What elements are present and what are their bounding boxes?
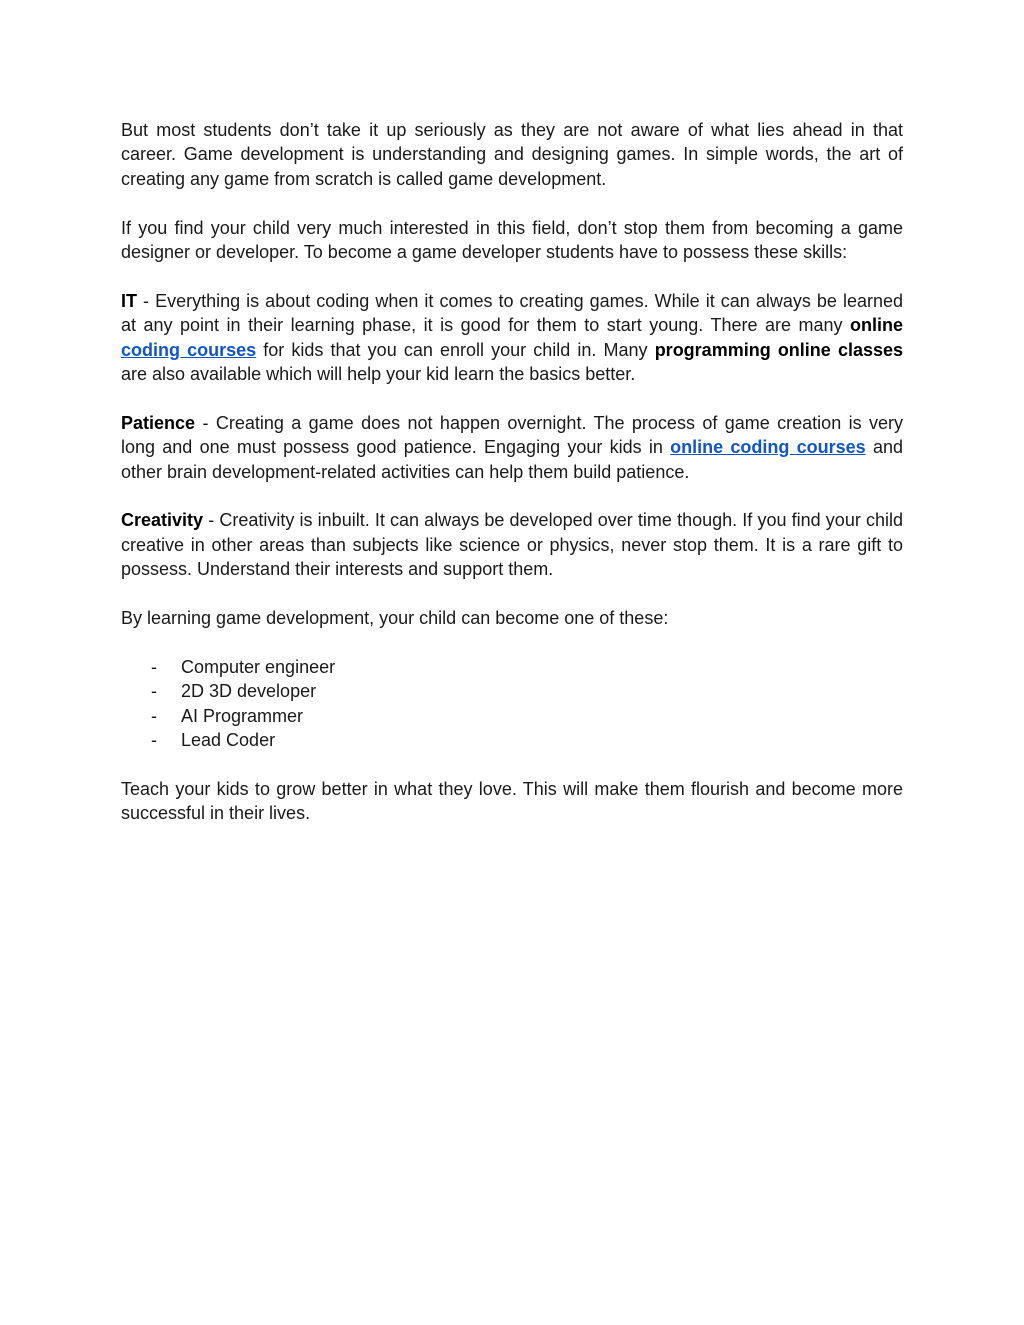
closing-paragraph: Teach your kids to grow better in what they love. This will make them flourish and become more successful in their lives. [121, 778, 903, 824]
document-page [121, 118, 903, 826]
list-bullet: - [151, 730, 157, 751]
patience-text-1: - Creating a game does not happen overnight. The process of game creation is very long and one must possess good patience. Engaging your kids in [121, 412, 903, 458]
list-bullet: - [151, 656, 157, 677]
patience-text-2: and other brain development-related activities can help them build patience. [121, 437, 903, 482]
it-bold-online: online [850, 315, 903, 336]
creativity-skill-paragraph [121, 508, 903, 581]
list-item [121, 655, 903, 679]
creativity-text-1: - Creativity is inbuilt. It can always be developed over time though. If you find your child creative in other areas than subjects like science or physics, never stop them. It is a rare gift to possess. Understand their interests and support them. [121, 510, 903, 580]
online-coding-courses-link[interactable]: online coding courses [670, 437, 866, 458]
list-item-label: AI Programmer [181, 705, 304, 726]
list-bullet: - [151, 705, 157, 726]
list-item-label: 2D 3D developer [181, 681, 317, 702]
it-bold-programming-classes: programming online classes [654, 339, 904, 360]
coding-courses-link[interactable]: coding courses [121, 339, 257, 360]
careers-list [121, 655, 903, 753]
intro-paragraph: But most students don’t take it up seriously as they are not aware of what lies ahead in that career. Game development is understanding and designing games. In simple words, the art of creating any game from scratch is called game development. [121, 120, 903, 189]
list-item-label: Lead Coder [181, 730, 276, 751]
it-text-3: are also available which will help your kid learn the basics better. [121, 364, 636, 385]
list-item-label: Computer engineer [181, 656, 336, 677]
it-text-1: - Everything is about coding when it comes to creating games. While it can always be learned at any point in their learning phase, it is good for them to start young. There are many [121, 290, 903, 336]
list-bullet: - [151, 681, 157, 702]
it-skill-paragraph [121, 289, 903, 387]
list-item [121, 704, 903, 728]
careers-intro-paragraph: By learning game development, your child can become one of these: [121, 608, 669, 629]
creativity-term: Creativity [121, 510, 204, 531]
patience-skill-paragraph [121, 411, 903, 484]
patience-term: Patience [121, 412, 196, 433]
list-item [121, 679, 903, 703]
interest-paragraph: If you find your child very much interested in this field, don’t stop them from becoming a game designer or developer. To become a game developer students have to possess these skills: [121, 217, 903, 263]
it-text-2: for kids that you can enroll your child in. Many [256, 339, 655, 360]
it-term: IT [121, 290, 137, 311]
list-item [121, 728, 903, 752]
